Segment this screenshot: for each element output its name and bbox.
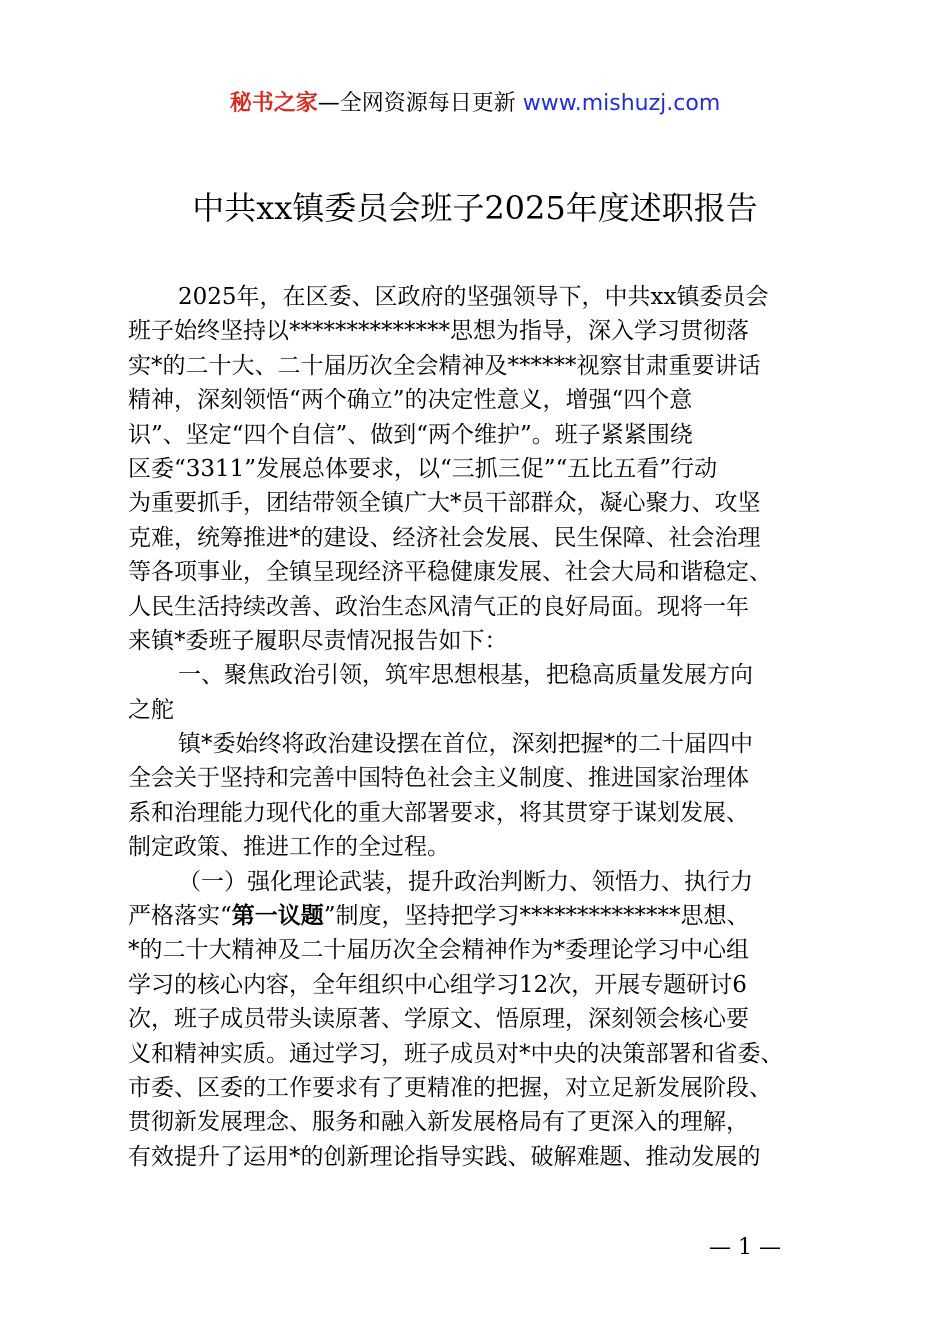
site-banner [0, 88, 950, 120]
site-tagline: —全网资源每日更新 [317, 91, 523, 116]
bold-term: 第一议题 [231, 902, 324, 930]
section-heading: 之舵 [128, 696, 174, 723]
paragraph-line: *的二十大精神及二十届历次全会精神作为*委理论学习中心组 [128, 937, 749, 964]
paragraph-line: 实*的二十大、二十届历次全会精神及******视察甘肃重要讲话 [128, 352, 761, 379]
paragraph-line: 人民生活持续改善、政治生态风清气正的良好局面。现将一年 [128, 593, 749, 620]
paragraph-line: 为重要抓手，团结带领全镇广大*员干部群众，凝心聚力、攻坚 [128, 490, 761, 517]
document-title: 中共xx镇委员会班子2025年度述职报告 [192, 189, 758, 227]
paragraph-line: 2025年，在区委、区政府的坚强领导下，中共xx镇委员会 [178, 284, 769, 310]
paragraph-line: 克难，统筹推进*的建设、经济社会发展、民生保障、社会治理 [128, 524, 761, 551]
line-suffix: ”制度，坚持把学习**************思想、 [323, 903, 750, 930]
document-body [128, 280, 840, 1174]
site-brand: 秘书之家 [229, 91, 318, 116]
line-prefix: 严格落实“ [128, 903, 232, 930]
paragraph-line: 制定政策、推进工作的全过程。 [128, 834, 450, 861]
paragraph-line: 学习的核心内容，全年组织中心组学习12次，开展专题研讨6 [128, 971, 747, 998]
paragraph-line: 精神，深刻领悟“两个确立”的决定性意义，增强“四个意 [128, 387, 693, 414]
paragraph-line: 次，班子成员带头读原著、学原文、悟原理，深刻领会核心要 [128, 1006, 749, 1033]
paragraph-line: 区委“3311”发展总体要求，以“三抓三促”“五比五看”行动 [128, 455, 718, 482]
site-url-link[interactable]: www.mishuzj.com [522, 91, 721, 116]
paragraph-line: 贯彻新发展理念、服务和融入新发展格局有了更深入的理解， [128, 1109, 749, 1136]
section-heading: 一、聚焦政治引领，筑牢思想根基，把稳高质量发展方向 [178, 662, 753, 689]
subsection-heading: （一）强化理论武装，提升政治判断力、领悟力、执行力 [178, 868, 753, 895]
paragraph-line: 全会关于坚持和完善中国特色社会主义制度、推进国家治理体 [128, 765, 749, 792]
paragraph-line: 识”、坚定“四个自信”、做到“两个维护”。班子紧紧围绕 [128, 421, 693, 448]
paragraph-line: 系和治理能力现代化的重大部署要求，将其贯穿于谋划发展、 [128, 799, 749, 826]
paragraph-line: 等各项事业，全镇呈现经济平稳健康发展、社会大局和谐稳定、 [128, 559, 772, 586]
paragraph-line: 班子始终坚持以**************思想为指导，深入学习贯彻落 [128, 318, 749, 345]
paragraph-line: 义和精神实质。通过学习，班子成员对*中央的决策部署和省委、 [128, 1040, 784, 1067]
paragraph-line: 有效提升了运用*的创新理论指导实践、破解难题、推动发展的 [128, 1143, 761, 1170]
paragraph-line: 市委、区委的工作要求有了更精准的把握，对立足新发展阶段、 [128, 1074, 772, 1101]
paragraph-line: 来镇*委班子履职尽责情况报告如下： [128, 627, 508, 654]
paragraph-line: 镇*委始终将政治建设摆在首位，深刻把握*的二十届四中 [178, 731, 753, 758]
page-number: — 1 — [709, 1235, 781, 1260]
paragraph-line [128, 899, 840, 933]
